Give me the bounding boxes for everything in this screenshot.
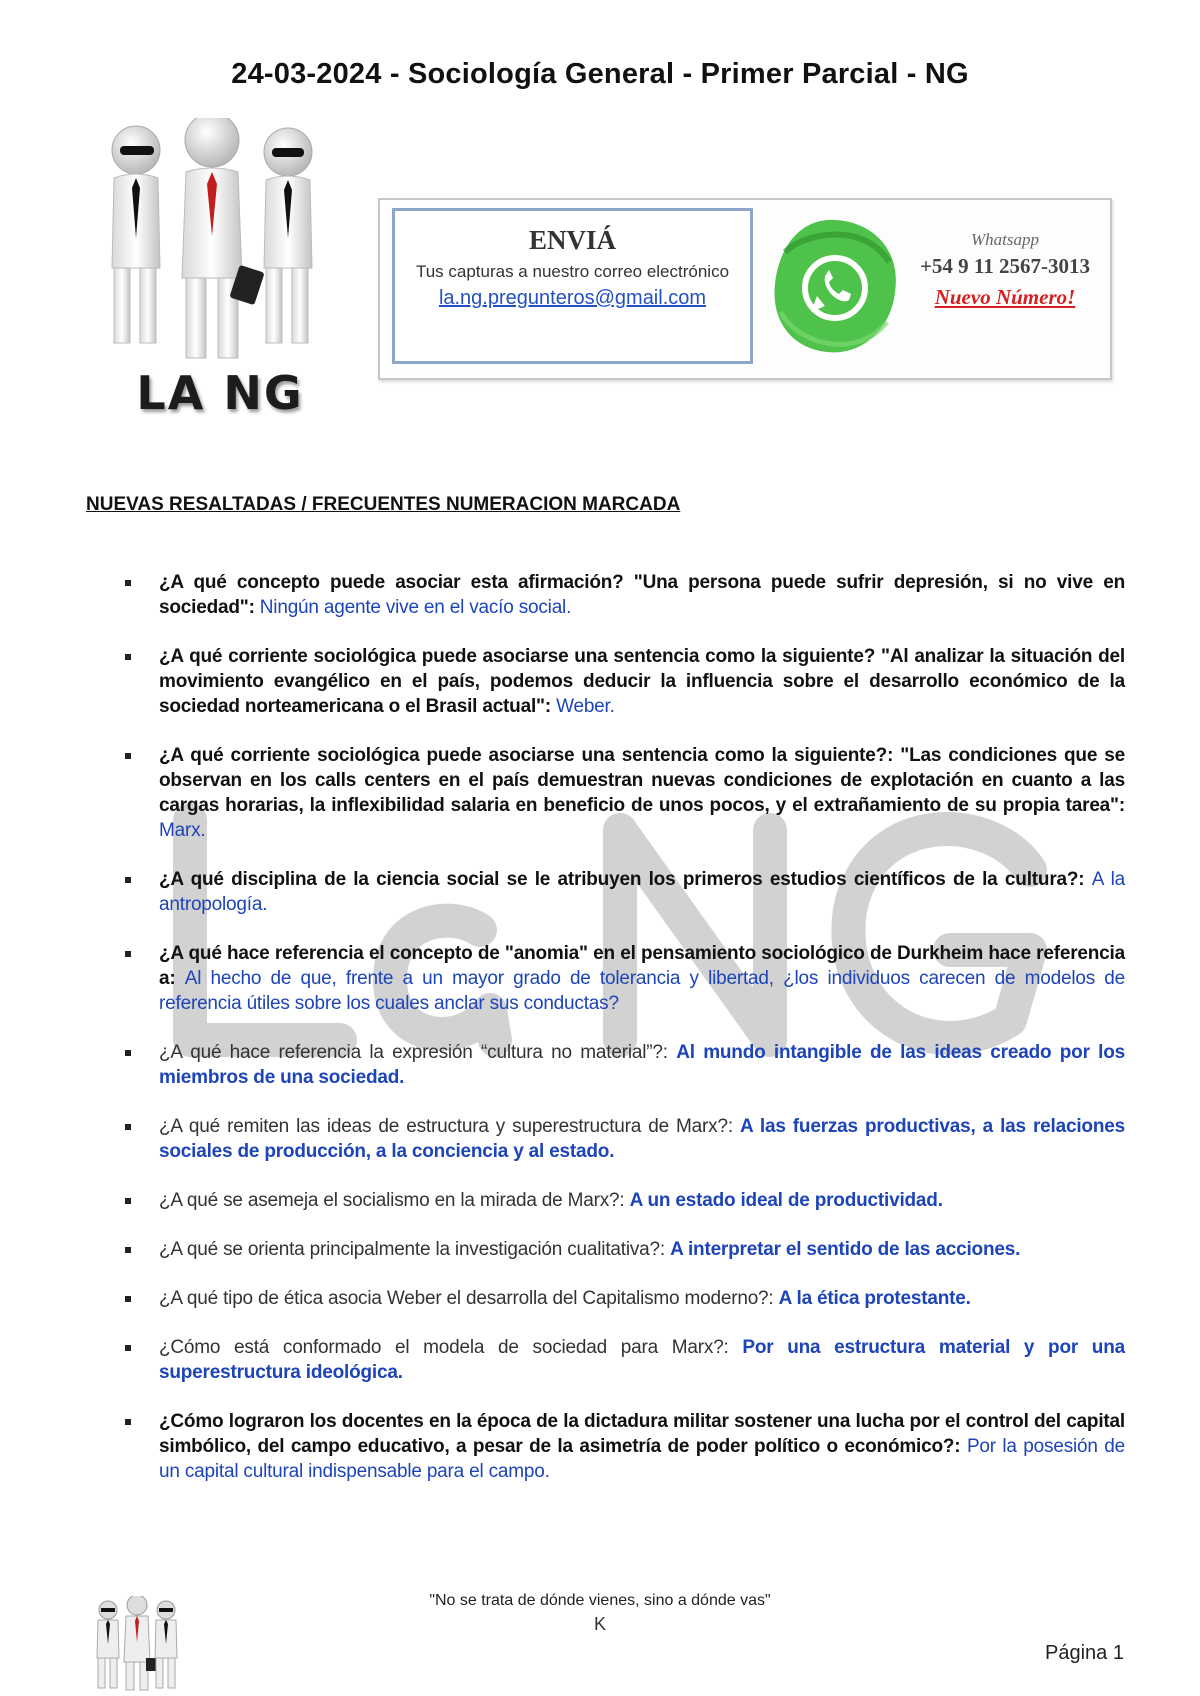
- bullet-icon: [125, 580, 131, 586]
- question-text: ¿A qué se orienta principalmente la investigación cualitativa?:: [159, 1239, 671, 1260]
- new-number-label: Nuevo Número!: [934, 285, 1076, 309]
- question-text: ¿A qué remiten las ideas de estructura y superestructura de Marx?:: [159, 1116, 740, 1137]
- question-text: ¿A qué corriente sociológica puede asociarse una sentencia como la siguiente? "Al analizar la situación del movimiento evangélico en el país, podemos deducir la influencia sobre el desarrollo económico de la sociedad norteamericana o el Brasil actual":: [159, 646, 1125, 717]
- footer-logo: [92, 1596, 182, 1691]
- question-text: ¿A qué tipo de ética asocia Weber el desarrolla del Capitalismo moderno?:: [159, 1288, 779, 1309]
- question-text: ¿A qué hace referencia la expresión “cultura no material”?:: [159, 1042, 677, 1063]
- question-item: [125, 1237, 1125, 1262]
- answer-text: A las fuerzas productivas, a las relaciones sociales de producción, a la conciencia y al estado.: [159, 1116, 1125, 1162]
- answer-text: Por una estructura material y por una superestructura ideológica.: [159, 1337, 1125, 1383]
- question-text: ¿Cómo está conformado el modela de sociedad para Marx?:: [159, 1337, 743, 1358]
- section-heading: NUEVAS RESALTADAS / FRECUENTES NUMERACION MARCADA: [86, 494, 681, 515]
- bullet-icon: [125, 877, 131, 883]
- bullet-icon: [125, 1345, 131, 1351]
- logo-text: LA NG: [136, 366, 304, 420]
- question-text: ¿A qué se asemeja el socialismo en la mirada de Marx?:: [159, 1190, 630, 1211]
- bullet-icon: [125, 951, 131, 957]
- answer-text: A interpretar el sentido de las acciones.: [670, 1239, 1021, 1260]
- contact-banner: [378, 198, 1112, 380]
- whatsapp-label: Whatsapp: [971, 230, 1039, 249]
- email-box: [392, 208, 753, 364]
- question-item: [125, 743, 1125, 843]
- question-text: ¿Cómo lograron los docentes en la época de la dictadura militar sostener una lucha por el control del capital simbólico, del campo educativo, a pesar de la asimetría de poder político o económico?:: [159, 1411, 1125, 1457]
- question-list: [125, 570, 1125, 1508]
- bullet-icon: [125, 654, 131, 660]
- question-item: [125, 1114, 1125, 1164]
- question-item: [125, 941, 1125, 1016]
- question-item: [125, 1335, 1125, 1385]
- answer-text: Marx.: [159, 820, 206, 841]
- question-item: [125, 1409, 1125, 1484]
- answer-text: Por la posesión de un capital cultural indispensable para el campo.: [159, 1436, 1125, 1482]
- bullet-icon: [125, 1124, 131, 1130]
- answer-text: Weber.: [556, 696, 615, 717]
- document-title: 24-03-2024 - Sociología General - Primer Parcial - NG: [231, 58, 969, 90]
- captures-caption: Tus capturas a nuestro correo electrónico: [415, 262, 730, 281]
- la-ng-logo: [100, 118, 330, 418]
- answer-text: A un estado ideal de productividad.: [629, 1190, 943, 1211]
- question-text: ¿A qué hace referencia el concepto de "anomia" en el pensamiento sociológico de Durkheim hace referencia a:: [159, 943, 1125, 989]
- footer-motto: "No se trata de dónde vienes, sino a dónde vas": [429, 1592, 771, 1609]
- answer-text: Ningún agente vive en el vacío social.: [259, 597, 572, 618]
- question-text: ¿A qué disciplina de la ciencia social se le atribuyen los primeros estudios científicos de la cultura?:: [159, 869, 1092, 890]
- figures-illustration: [100, 118, 330, 378]
- question-item: [125, 867, 1125, 917]
- question-text: ¿A qué concepto puede asociar esta afirmación? "Una persona puede sufrir depresión, si no vive en sociedad":: [159, 572, 1125, 618]
- phone-number[interactable]: +54 9 11 2567-3013: [919, 254, 1091, 278]
- whatsapp-icon: [765, 212, 905, 362]
- answer-text: Al mundo intangible de las ideas creado por los miembros de una sociedad.: [159, 1042, 1125, 1088]
- send-heading: ENVIÁ: [528, 225, 616, 255]
- bullet-icon: [125, 1198, 131, 1204]
- question-item: [125, 1188, 1125, 1213]
- page-number: Página 1: [1045, 1642, 1124, 1664]
- question-item: [125, 1040, 1125, 1090]
- bullet-icon: [125, 1247, 131, 1253]
- answer-text: A la antropología.: [159, 869, 1125, 915]
- bullet-icon: [125, 753, 131, 759]
- bullet-icon: [125, 1419, 131, 1425]
- answer-text: Al hecho de que, frente a un mayor grado de tolerancia y libertad, ¿los individuos carecen de modelos de referencia útiles sobre los cuales anclar sus conductas?: [159, 968, 1125, 1014]
- footer-mark: K: [593, 1614, 606, 1634]
- whatsapp-box: [910, 230, 1100, 310]
- bullet-icon: [125, 1050, 131, 1056]
- bullet-icon: [125, 1296, 131, 1302]
- question-item: [125, 644, 1125, 719]
- answer-text: A la ética protestante.: [778, 1288, 971, 1309]
- question-text: ¿A qué corriente sociológica puede asociarse una sentencia como la siguiente?: "Las condiciones que se observan en los calls centers en el país demuestran nuevas condiciones de explotación en cuanto a las cargas horarias, la inflexibilidad salaria en beneficio de unos pocos, y el extrañamiento de su propia tarea":: [159, 745, 1125, 816]
- question-item: [125, 570, 1125, 620]
- question-item: [125, 1286, 1125, 1311]
- email-link[interactable]: la.ng.pregunteros@gmail.com: [438, 287, 707, 309]
